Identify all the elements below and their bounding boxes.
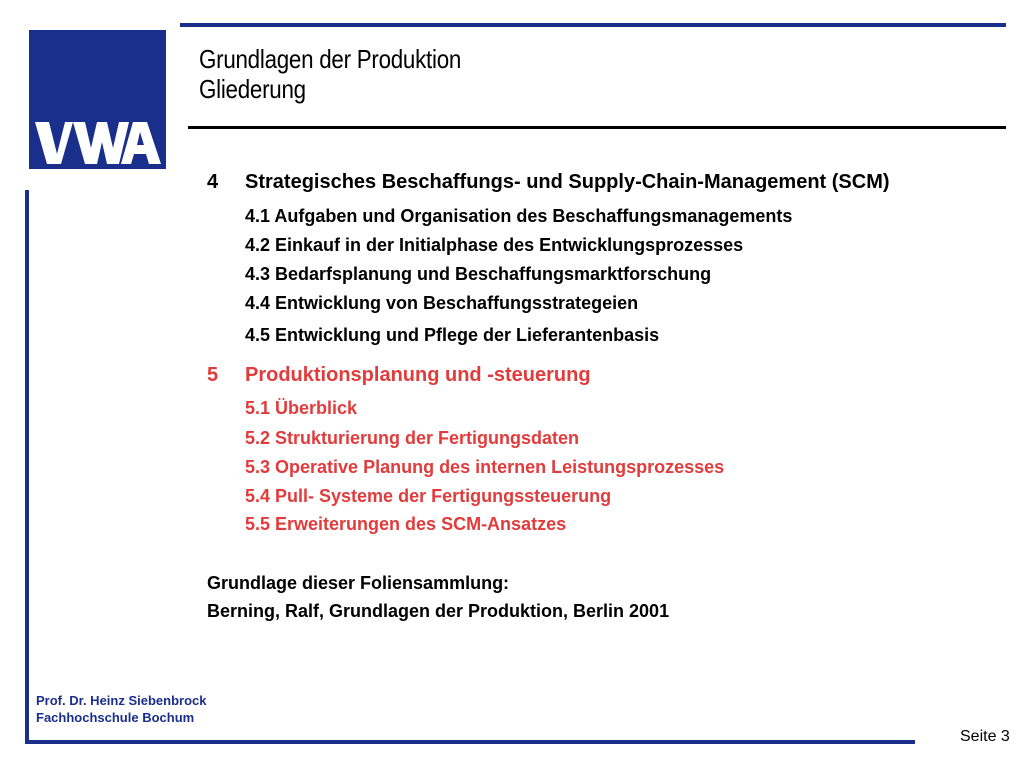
section-5-item: 5.4 Pull- Systeme der Fertigungssteuerung [245,486,612,506]
footer-credits [36,692,207,726]
footer-institution: Fachhochschule Bochum [36,710,195,725]
left-divider [25,190,29,744]
section-5-item: 5.2 Strukturierung der Fertigungsdaten [245,428,580,448]
vwa-logo-mark [29,30,166,169]
section-5-heading [207,364,591,387]
section-4-item: 4.5 Entwicklung und Pflege der Lieferantenbasis [245,325,660,345]
section-5-item: 5.3 Operative Planung des internen Leistungsprozesses [245,457,725,477]
section-5-title: Produktionsplanung und -steuerung [245,364,591,386]
page-number: Seite 3 [960,728,1010,745]
title-line-1: Grundlagen der Produktion [199,44,462,74]
section-5-item: 5.5 Erweiterungen des SCM-Ansatzes [245,514,567,534]
section-4-number: 4 [207,171,219,193]
section-5-number: 5 [207,364,219,386]
section-4-item: 4.1 Aufgaben und Organisation des Beschaffungsmanagements [245,206,793,226]
footer-author: Prof. Dr. Heinz Siebenbrock [36,693,207,708]
basis-reference: Berning, Ralf, Grundlagen der Produktion, Berlin 2001 [207,601,670,621]
section-5-item: 5.1 Überblick [245,398,358,418]
title-line-2: Gliederung [199,74,306,104]
top-divider [180,23,1006,27]
bottom-divider [25,740,915,744]
basis-label: Grundlage dieser Foliensammlung: [207,573,510,593]
section-4-heading [207,171,890,194]
section-4-item: 4.3 Bedarfsplanung und Beschaffungsmarktforschung [245,264,712,284]
section-4-item: 4.4 Entwicklung von Beschaffungsstrategeien [245,293,639,313]
title-underline [188,126,1006,129]
section-4-title: Strategisches Beschaffungs- und Supply-Chain-Management (SCM) [245,171,890,193]
section-4-item: 4.2 Einkauf in der Initialphase des Entwicklungsprozesses [245,235,744,255]
vwa-logo [29,30,166,169]
page-title [199,44,461,104]
